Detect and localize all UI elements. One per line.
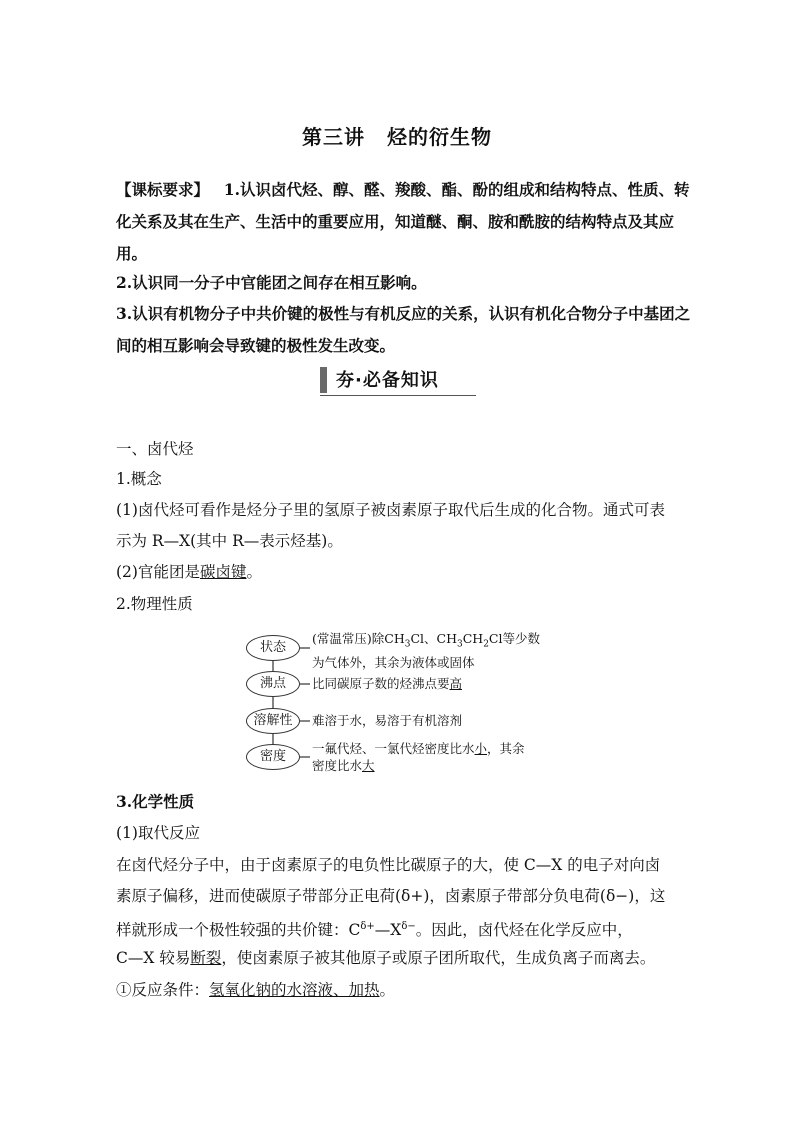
substitution-heading: (1)取代反应 [116, 824, 200, 842]
density-line-1 [312, 740, 525, 757]
concept-heading: 1.概念 [116, 470, 162, 488]
substitution-line-3 [116, 914, 633, 943]
density-l1b: ，其余 [487, 741, 525, 756]
title-topic: 烃的衍生物 [387, 125, 492, 149]
requirements-label: 【课标要求】 [116, 180, 210, 199]
node-solubility: 溶解性 [246, 708, 300, 734]
density-description [312, 740, 525, 774]
condition-prefix: ①反应条件： [116, 981, 210, 999]
page-title [0, 121, 794, 150]
reaction-condition [116, 977, 395, 1003]
sub4-answer: 断裂 [190, 949, 222, 967]
density-answer-1: 小 [474, 741, 488, 756]
state-line-2: 为气体外，其余为液体或固体 [312, 654, 475, 670]
density-line-2 [312, 757, 525, 774]
substitution-line-2: 素原子偏移，进而使碳原子带部分正电荷(δ+)，卤素原子带部分负电荷(δ−)，这 [116, 887, 666, 905]
sub4-b: ，使卤素原子被其他原子或原子团所取代，生成负离子而离去。 [221, 949, 656, 967]
substitution-line-1: 在卤代烃分子中，由于卤素原子的电负性比碳原子的大，使 C—X 的电子对向卤 [116, 856, 661, 874]
banner-text: 夯·必备知识 [336, 370, 439, 391]
section-heading-haloalkane: 一、卤代烃 [116, 440, 194, 458]
curriculum-requirements [116, 174, 696, 270]
solubility-description: 难溶于水，易溶于有机溶剂 [312, 713, 463, 728]
requirement-item-2 [116, 267, 696, 299]
state-l1a: (常温常压)除CH [312, 631, 405, 646]
physical-heading: 2.物理性质 [116, 595, 193, 613]
condition-answer: 氢氧化钠的水溶液、加热 [209, 981, 380, 999]
requirement-item-3-text: 3.认识有机物分子中共价键的极性与有机反应的关系，认识有机化合物分子中基团之间的相互影响会导致键的极性发生改变。 [116, 304, 691, 355]
concept-2-prefix: (2)官能团是 [116, 563, 200, 581]
requirement-item-2-text: 2.认识同一分子中官能团之间存在相互影响。 [116, 273, 427, 292]
concept-line-1a: (1)卤代烃可看作是烃分子里的氢原子被卤素原子取代后生成的化合物。通式可表 [116, 501, 665, 519]
boiling-answer: 高 [449, 676, 463, 691]
density-answer-2: 大 [362, 758, 375, 773]
state-description [312, 630, 540, 671]
node-boiling-point: 沸点 [246, 671, 300, 697]
sub4-a: C—X 较易 [116, 949, 191, 967]
sub3-a: 样就形成一个极性较强的共价键：C [116, 921, 361, 940]
sub3-sup2: δ− [401, 921, 416, 932]
title-lecture-number: 第三讲 [302, 125, 365, 149]
requirement-item-1: 1.认识卤代烃、醇、醛、羧酸、酯、酚的组成和结构特点、性质、转化关系及其在生产、生活中的重要应用，知道醚、酮、胺和酰胺的结构特点及其应用。 [116, 180, 690, 263]
banner-bar [320, 367, 327, 393]
concept-2-answer: 碳卤键 [199, 563, 247, 581]
boiling-text: 比同碳原子数的烃沸点要 [312, 676, 450, 691]
condition-suffix: 。 [379, 981, 396, 999]
sub3-c: 。因此，卤代烃在化学反应中， [415, 921, 633, 940]
state-line-1 [312, 630, 540, 654]
physical-properties-diagram [246, 628, 576, 778]
sub3-sup1: δ+ [360, 921, 375, 932]
substitution-line-4 [116, 945, 655, 971]
boiling-point-description [312, 675, 462, 692]
state-l1c: CH [462, 631, 484, 646]
state-l1d: Cl等少数 [488, 631, 540, 646]
node-state: 状态 [246, 635, 300, 661]
state-sub1: 3 [404, 639, 411, 650]
density-l1a: 一氟代烃、一氯代烃密度比水 [312, 741, 475, 756]
state-l1b: Cl、CH [410, 631, 457, 646]
state-sub2: 3 [456, 639, 463, 650]
section-banner [320, 365, 476, 396]
concept-line-2 [116, 559, 262, 585]
sub3-b: —X [374, 921, 402, 940]
chemical-heading: 3.化学性质 [116, 792, 195, 811]
concept-line-1b: 示为 R—X(其中 R—表示烃基)。 [116, 532, 343, 550]
node-density: 密度 [246, 744, 300, 770]
density-l2a: 密度比水 [312, 758, 363, 773]
concept-2-suffix: 。 [246, 563, 262, 581]
requirement-item-3 [116, 298, 696, 362]
state-sub3: 2 [483, 639, 489, 650]
